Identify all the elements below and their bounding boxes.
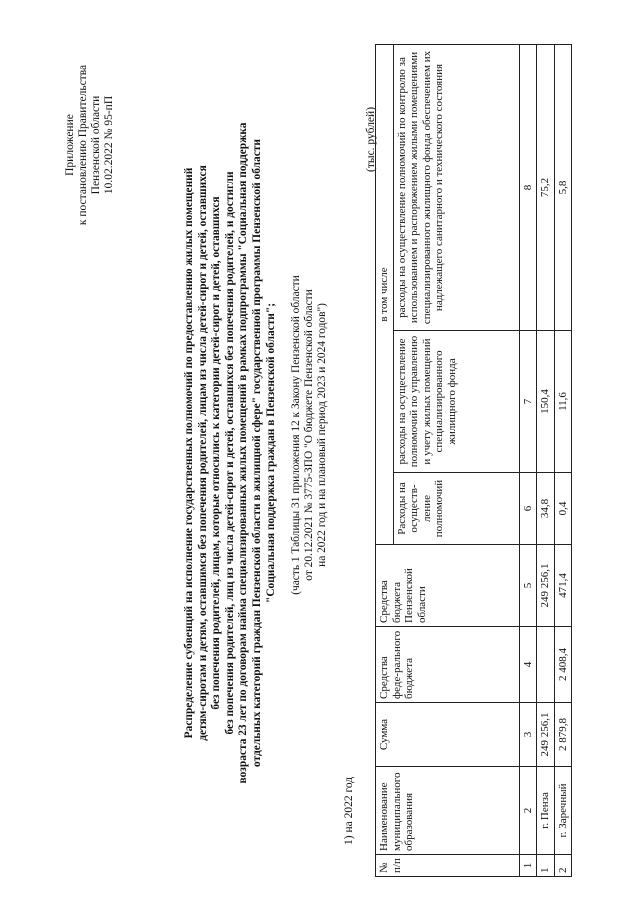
document-title — [183, 83, 278, 823]
row-c6: 34,8 — [537, 473, 555, 545]
header-sub3: расходы на осуществление полномочий по контролю за использованием и распоряжением жилыми помещениями специализированного жилищного фонда обеспечением их надлежащего санитарного и технического состояния — [393, 44, 519, 330]
title-line: отдельных категорий граждан Пензенской области в жилищной сфере" государственной программы Пензенской области — [250, 139, 263, 767]
table-row — [537, 44, 555, 876]
col-number: 3 — [519, 703, 537, 767]
header-regional: Средства бюджета Пензенской области — [376, 545, 520, 627]
subtitle-line: (часть 1 Таблицы 31 приложения 12 к Закону Пензенской области — [290, 275, 302, 595]
title-line: "Социальная поддержка граждан в Пензенской области"; — [264, 303, 277, 603]
title-line: без попечения родителей, лицам, которые относились к категории детей-сирот и детей, оставшихся — [210, 196, 223, 710]
row-federal — [537, 627, 555, 703]
col-number: 4 — [519, 627, 537, 703]
document-subtitle — [290, 85, 329, 785]
row-sum: 2 879,8 — [554, 703, 572, 767]
header-row-1 — [376, 44, 394, 876]
column-numbers-row — [519, 44, 537, 876]
subtitle-line: на 2022 год и на плановый период 2023 и 2024 годов") — [316, 303, 328, 567]
approval-line-1: Приложение — [64, 114, 76, 176]
title-line: возраста 23 лет по договорам найма специализированных жилых помещений в рамках подпрограммы "Социальная поддержка — [237, 122, 250, 784]
header-name: Наименование муниципального образования — [376, 767, 520, 855]
row-c8: 75,2 — [537, 44, 555, 330]
subtitle-line: от 20.12.2021 № 3775-ЗПО "О бюджете Пензенской области — [303, 289, 315, 581]
header-sum: Сумма — [376, 703, 520, 767]
row-regional: 471,4 — [554, 545, 572, 627]
title-line: Распределение субвенций на исполнение государственных полномочий по предоставлению жилых помещений — [183, 167, 195, 739]
approval-block — [64, 25, 116, 265]
row-name: г. Заречный — [554, 767, 572, 855]
distribution-table — [375, 44, 572, 877]
row-regional: 249 256,1 — [537, 545, 555, 627]
row-name: г. Пенза — [537, 767, 555, 855]
col-number: 7 — [519, 331, 537, 473]
row-c8: 5,8 — [554, 44, 572, 330]
row-federal: 2 408,4 — [554, 627, 572, 703]
col-number: 2 — [519, 767, 537, 855]
row-c7: 11,6 — [554, 331, 572, 473]
section-label: 1) на 2022 год — [343, 776, 355, 845]
row-c7: 150,4 — [537, 331, 555, 473]
row-c6: 0,4 — [554, 473, 572, 545]
header-sub2: расходы на осуществление полномочий по управлению и учету жилых помещений специализированного жилищного фонда — [393, 331, 519, 473]
col-number: 8 — [519, 44, 537, 330]
header-num: № п/п — [376, 855, 520, 877]
row-sum: 249 256,1 — [537, 703, 555, 767]
header-federal: Средства феде-рального бюджета — [376, 627, 520, 703]
header-including: в том числе — [376, 44, 394, 544]
units-label: (тыс. рублей) — [365, 106, 377, 172]
col-number: 5 — [519, 545, 537, 627]
approval-line-4: 10.02.2022 № 95-пП — [103, 95, 115, 195]
row-num: 1 — [537, 855, 555, 877]
row-num: 2 — [554, 855, 572, 877]
approval-line-2: к постановлению Правительства — [77, 64, 89, 226]
approval-line-3: Пензенской области — [90, 95, 102, 195]
col-number: 6 — [519, 473, 537, 545]
col-number: 1 — [519, 855, 537, 877]
table-row — [554, 44, 572, 876]
title-line: детям-сиротам и детям, оставшимся без попечения родителей, лицам из числа детей-сирот и детей, оставшихся — [196, 165, 209, 741]
header-sub1: Расходы на осуществ-ление полномочий — [393, 473, 519, 545]
title-line: без попечения родителей, лиц из числа детей-сирот и детей, оставшихся без попечения родителей, и достигли — [223, 171, 236, 735]
